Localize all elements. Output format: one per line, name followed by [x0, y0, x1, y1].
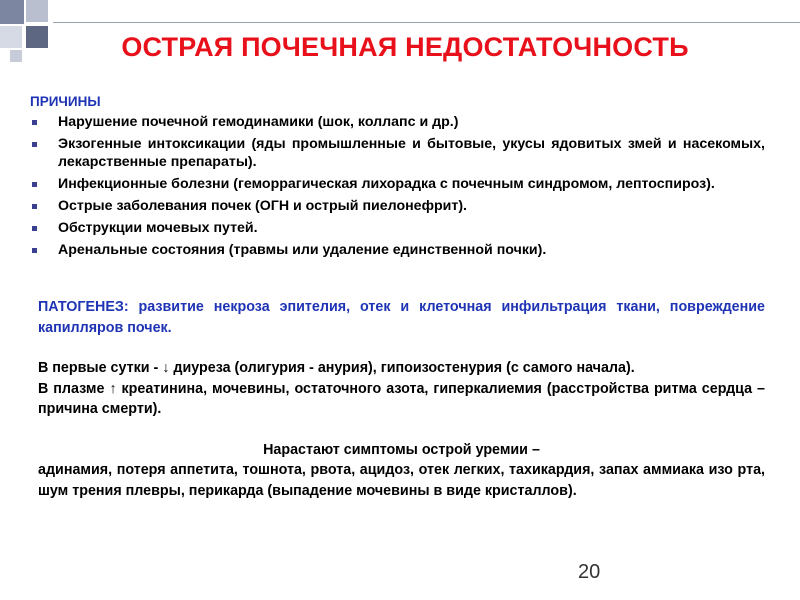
- square-bullet-icon: [32, 142, 37, 147]
- cause-text: Аренальные состояния (травмы или удаление единственной почки).: [58, 242, 547, 258]
- cause-item: [30, 113, 765, 131]
- square-bullet-icon: [32, 248, 37, 253]
- pathogenesis-text: ПАТОГЕНЕЗ: развитие некроза эпителия, отек и клеточная инфильтрация ткани, повреждение капилляров почек.: [38, 299, 765, 336]
- cause-text: Инфекционные болезни (геморрагическая лихорадка с почечным синдромом, лептоспироз).: [58, 176, 715, 192]
- square-bullet-icon: [32, 226, 37, 231]
- cause-text: Обструкции мочевых путей.: [58, 220, 258, 236]
- details-section: [38, 297, 765, 501]
- square-bullet-icon: [32, 182, 37, 187]
- cause-item: [30, 241, 765, 259]
- causes-section: [30, 93, 765, 263]
- square-bullet-icon: [32, 204, 37, 209]
- causes-list: [30, 113, 765, 259]
- uremia-symptoms-text: адинамия, потеря аппетита, тошнота, рвота, ацидоз, отек легких, тахикардия, запах аммиака изо рта, шум трения плевры, перикарда (выпадение мочевины в виде кристаллов).: [38, 462, 765, 499]
- decorative-square: [10, 50, 22, 62]
- header-divider: [53, 22, 800, 23]
- slide-title: ОСТРАЯ ПОЧЕЧНАЯ НЕДОСТАТОЧНОСТЬ: [121, 32, 689, 62]
- decorative-square: [26, 0, 48, 22]
- cause-item: [30, 175, 765, 193]
- first-day-text: В первые сутки - ↓ диуреза (олигурия - анурия), гипоизостенурия (с самого начала).: [38, 360, 635, 376]
- cause-item: [30, 135, 765, 171]
- page-number: 20: [578, 561, 601, 583]
- cause-item: [30, 197, 765, 215]
- plasma-text: В плазме ↑ креатинина, мочевины, остаточного азота, гиперкалиемия (расстройства ритма сердца – причина смерти).: [38, 380, 765, 417]
- causes-heading: ПРИЧИНЫ: [30, 94, 101, 109]
- uremia-heading: Нарастают симптомы острой уремии –: [263, 441, 540, 458]
- cause-text: Экзогенные интоксикации (яды промышленные и бытовые, укусы ядовитых змей и насекомых, лекарственные препараты).: [58, 136, 765, 170]
- cause-item: [30, 219, 765, 237]
- square-bullet-icon: [32, 120, 37, 125]
- cause-text: Острые заболевания почек (ОГН и острый пиелонефрит).: [58, 198, 467, 214]
- cause-text: Нарушение почечной гемодинамики (шок, коллапс и др.): [58, 114, 459, 130]
- decorative-square: [0, 26, 22, 48]
- decorative-square: [0, 0, 24, 24]
- decorative-square: [26, 26, 48, 48]
